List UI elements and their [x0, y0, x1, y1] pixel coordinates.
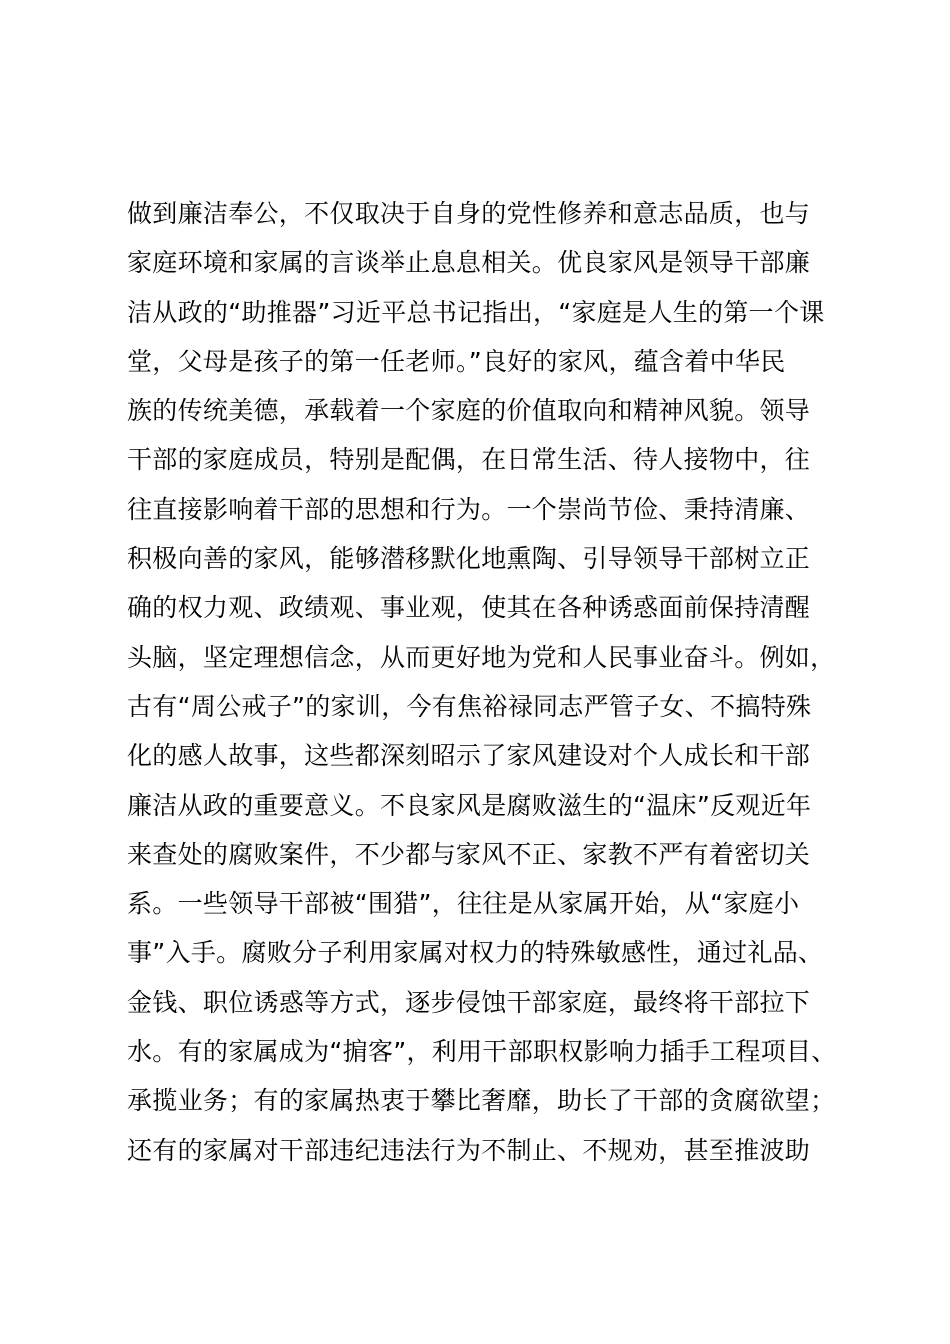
text-line: 干部的家庭成员，特别是配偶，在日常生活、待人接物中，往: [127, 445, 811, 475]
text-line: 确的权力观、政绩观、事业观，使其在各种诱惑面前保持清醒: [127, 593, 811, 623]
text-line: 事”入手。腐败分子利用家属对权力的特殊敏感性，通过礼品、: [127, 938, 824, 968]
text-line: 化的感人故事，这些都深刻昭示了家风建设对个人成长和干部: [127, 741, 811, 771]
text-line: 古有“周公戒子”的家训，今有焦裕禄同志严管子女、不搞特殊: [127, 691, 812, 721]
text-line: 系。一些领导干部被“围猎”，往往是从家属开始，从“家庭小: [127, 889, 800, 919]
text-line: 金钱、职位诱惑等方式，逐步侵蚀干部家庭，最终将干部拉下: [127, 987, 811, 1017]
text-line: 堂，父母是孩子的第一任老师。”良好的家风，蕴含着中华民: [127, 346, 786, 376]
text-line: 还有的家属对干部违纪违法行为不制止、不规劝，甚至推波助: [127, 1135, 811, 1165]
text-line: 积极向善的家风，能够潜移默化地熏陶、引导领导干部树立正: [127, 544, 811, 574]
text-line: 头脑，坚定理想信念，从而更好地为党和人民事业奋斗。例如，: [127, 642, 836, 672]
text-line: 承揽业务；有的家属热衷于攀比奢靡，助长了干部的贪腐欲望；: [127, 1086, 836, 1116]
text-line: 往直接影响着干部的思想和行为。一个崇尚节俭、秉持清廉、: [127, 494, 811, 524]
text-line: 家庭环境和家属的言谈举止息息相关。优良家风是领导干部廉: [127, 248, 811, 278]
text-line: 做到廉洁奉公，不仅取决于自身的党性修养和意志品质，也与: [127, 199, 811, 228]
text-line: 水。有的家属成为“掮客”，利用干部职权影响力插手工程项目、: [127, 1037, 837, 1067]
text-line: 来查处的腐败案件，不少都与家风不正、家教不严有着密切关: [127, 839, 811, 869]
text-line: 洁从政的“助推器”习近平总书记指出，“家庭是人生的第一个课: [127, 297, 825, 327]
text-line: 廉洁从政的重要意义。不良家风是腐败滋生的“温床”反观近年: [127, 790, 812, 820]
body-text: [127, 196, 847, 1182]
text-line: 族的传统美德，承载着一个家庭的价值取向和精神风貌。领导: [127, 396, 811, 426]
